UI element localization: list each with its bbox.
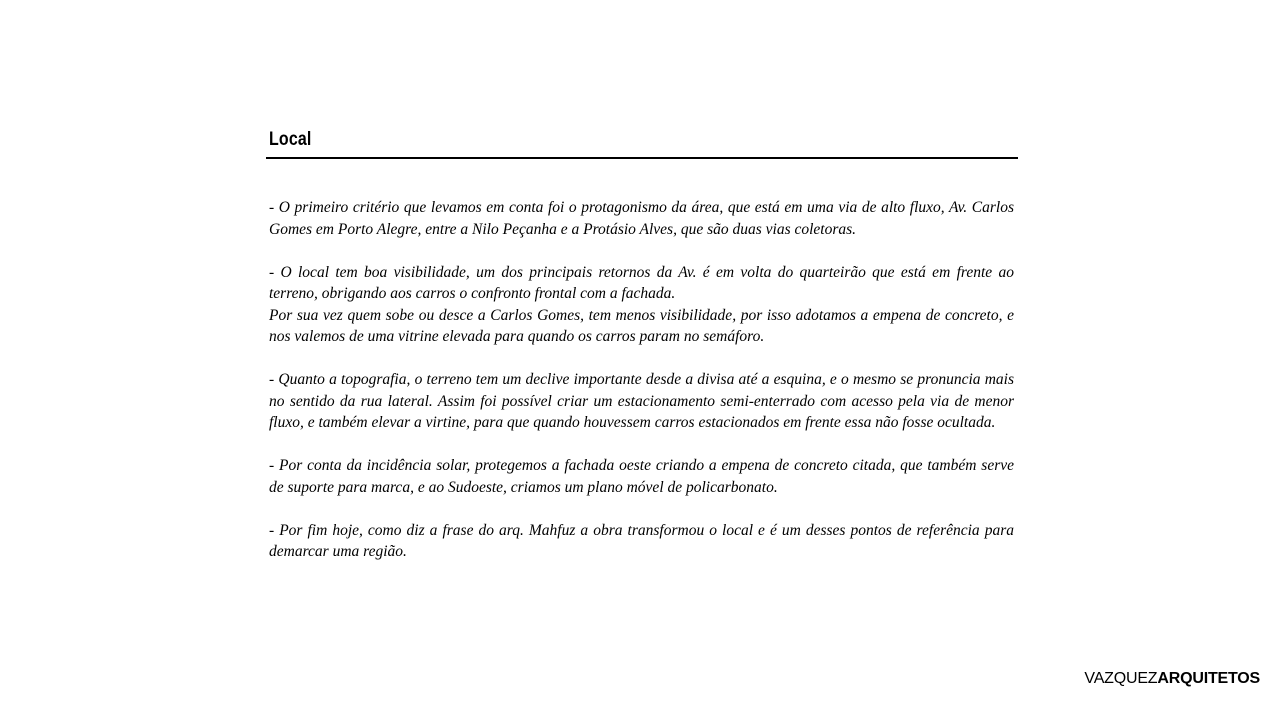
paragraph-incidencia-solar: - Por conta da incidência solar, protegemos a fachada oeste criando a empena de concreto citada, que também serve de suporte para marca, e ao Sudoeste, criamos um plano móvel de policarbonato.	[269, 457, 1014, 496]
section-title: Local	[269, 129, 312, 150]
body-text	[269, 197, 1014, 584]
title-underline	[266, 157, 1018, 159]
paragraph-visibilidade	[269, 262, 1014, 348]
brand-bold: ARQUITETOS	[1157, 670, 1260, 687]
visibilidade-line-2: Por sua vez quem sobe ou desce a Carlos Gomes, tem menos visibilidade, por isso adotamos a empena de concreto, e nos valemos de uma vitrine elevada para quando os carros param no semáforo.	[269, 306, 1014, 345]
paragraph-topografia: - Quanto a topografia, o terreno tem um declive importante desde a divisa até a esquina, e o mesmo se pronuncia mais no sentido da rua lateral. Assim foi possível criar um estacionamento semi-enterrado com acesso pela via de menor fluxo, e também elevar a virtine, para que quando houvessem carros estacionados em frente essa não fosse ocultada.	[269, 371, 1014, 431]
paragraph-conclusao: - Por fim hoje, como diz a frase do arq. Mahfuz a obra transformou o local e é um desses pontos de referência para demarcar uma região.	[269, 521, 1014, 560]
brand-light: VAZQUEZ	[1084, 670, 1158, 687]
paragraph-criterio: - O primeiro critério que levamos em conta foi o protagonismo da área, que está em uma via de alto fluxo, Av. Carlos Gomes em Porto Alegre, entre a Nilo Peçanha e a Protásio Alves, que são duas vias coletoras.	[269, 199, 1014, 238]
brand-logo	[1084, 670, 1260, 688]
visibilidade-line-1: - O local tem boa visibilidade, um dos principais retornos da Av. é em volta do quarteirão que está em frente ao terreno, obrigando aos carros o confronto frontal com a fachada.	[269, 263, 1014, 302]
